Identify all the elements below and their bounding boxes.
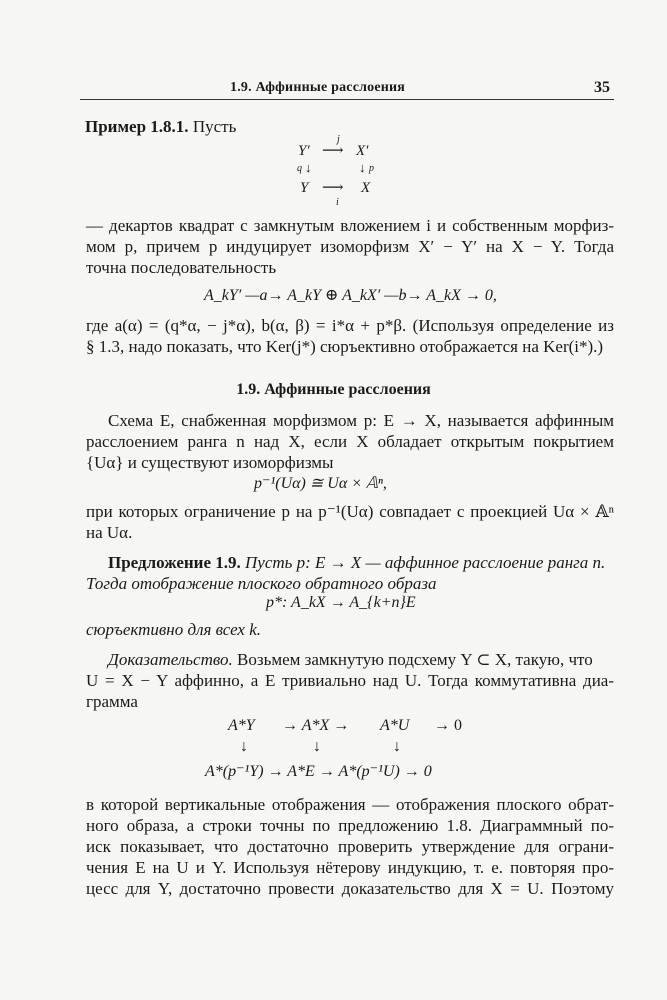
paragraph-line: ного образа, а строки точны по предложению 1.8. Диаграммный по-	[86, 816, 614, 835]
proof-line: грамма	[86, 692, 138, 711]
square-top-arrow: ⟶	[322, 143, 344, 159]
example-heading	[85, 117, 236, 137]
square-bottom-arrow: ⟶	[322, 180, 344, 196]
paragraph-line: — декартов квадрат с замкнутым вложением i и собственным морфиз-	[86, 216, 614, 235]
paragraph-line: § 1.3, надо показать, что Ker(j*) сюръективно отображается на Ker(i*).)	[86, 337, 604, 356]
section-title: 1.9. Аффинные расслоения	[236, 381, 431, 398]
pullback-map: p*: A_kX → A_{k+n}E	[266, 594, 416, 611]
square-top-left: Y′	[298, 143, 310, 159]
square-bottom-map-label: i	[336, 197, 339, 208]
paragraph-line: где a(α) = (q*α, − j*α), b(α, β) = i*α + p*β. (Используя определение из	[86, 316, 614, 335]
diagram-vertical-arrow: ↓	[240, 738, 248, 755]
proposition-line: сюръективно для всех k.	[86, 620, 262, 639]
paragraph-line: чения E на U и Y. Используя нётерову индукцию, т. е. повторяя про-	[86, 858, 614, 877]
paragraph-line: в которой вертикальные отображения — отображения плоского обрат-	[86, 795, 614, 814]
paragraph-line: Схема E, снабженная морфизмом p: E → X, называется аффинным	[108, 411, 614, 430]
square-bottom-left: Y	[300, 180, 309, 196]
paragraph-line: цесс для Y, достаточно провести доказательство для X = U. Поэтому	[86, 879, 614, 898]
diagram-node: A*Y	[228, 717, 255, 734]
proof-line	[108, 650, 614, 671]
square-left-arrow: ↓	[305, 160, 312, 175]
example-label: Пример 1.8.1.	[85, 117, 189, 136]
example-lead: Пусть	[192, 117, 237, 136]
running-header-title: 1.9. Аффинные расслоения	[230, 80, 406, 95]
diagram-arrow: → A*X →	[282, 717, 350, 734]
exact-sequence: A_kY′ —a→ A_kY ⊕ A_kX′ —b→ A_kX → 0,	[204, 287, 497, 304]
isomorphism-formula: p⁻¹(Uα) ≅ Uα × 𝔸ⁿ,	[254, 475, 387, 492]
proof-line: U = X − Y аффинно, а E тривиально над U. Тогда коммутативна диа-	[86, 671, 614, 690]
header-rule	[80, 99, 614, 100]
proposition-label: Предложение 1.9.	[108, 553, 241, 572]
proposition-text: Пусть p: E → X — аффинное расслоение ранга n.	[245, 553, 606, 572]
paragraph-line: на Uα.	[86, 523, 133, 542]
diagram-vertical-arrow: ↓	[393, 738, 401, 755]
diagram-arrow: → 0	[434, 717, 462, 734]
square-left-map-label: q	[297, 163, 302, 174]
diagram-node: A*U	[380, 717, 410, 734]
proof-text: Возьмем замкнутую подсхему Y ⊂ X, такую, что	[237, 650, 593, 669]
square-top-map-label: j	[337, 134, 340, 145]
proposition-line	[108, 553, 614, 574]
square-right-arrow: ↓	[359, 160, 366, 175]
square-bottom-right: X	[361, 180, 371, 196]
paragraph-line: расслоением ранга n над X, если X обладает открытым покрытием	[86, 432, 614, 451]
square-top-right: X′	[356, 143, 369, 159]
paragraph-line: {Uα} и существуют изоморфизмы	[86, 453, 334, 472]
paragraph-line: точна последовательность	[86, 258, 277, 277]
diagram-bottom-row: A*(p⁻¹Y) → A*E → A*(p⁻¹U) → 0	[205, 763, 432, 780]
paragraph-line: при которых ограничение p на p⁻¹(Uα) совпадает с проекцией Uα × 𝔸ⁿ	[86, 502, 614, 521]
proposition-line: Тогда отображение плоского обратного образа	[86, 574, 437, 593]
paragraph-line: мом p, причем p индуцирует изоморфизм X′ − Y′ на X − Y. Тогда	[86, 237, 614, 256]
diagram-vertical-arrow: ↓	[313, 738, 321, 755]
page-number: 35	[594, 79, 610, 96]
proof-label: Доказательство.	[108, 650, 233, 669]
square-right-map-label: p	[369, 163, 374, 174]
paragraph-line: иск показывает, что достаточно проверить утверждение для ограни-	[86, 837, 614, 856]
